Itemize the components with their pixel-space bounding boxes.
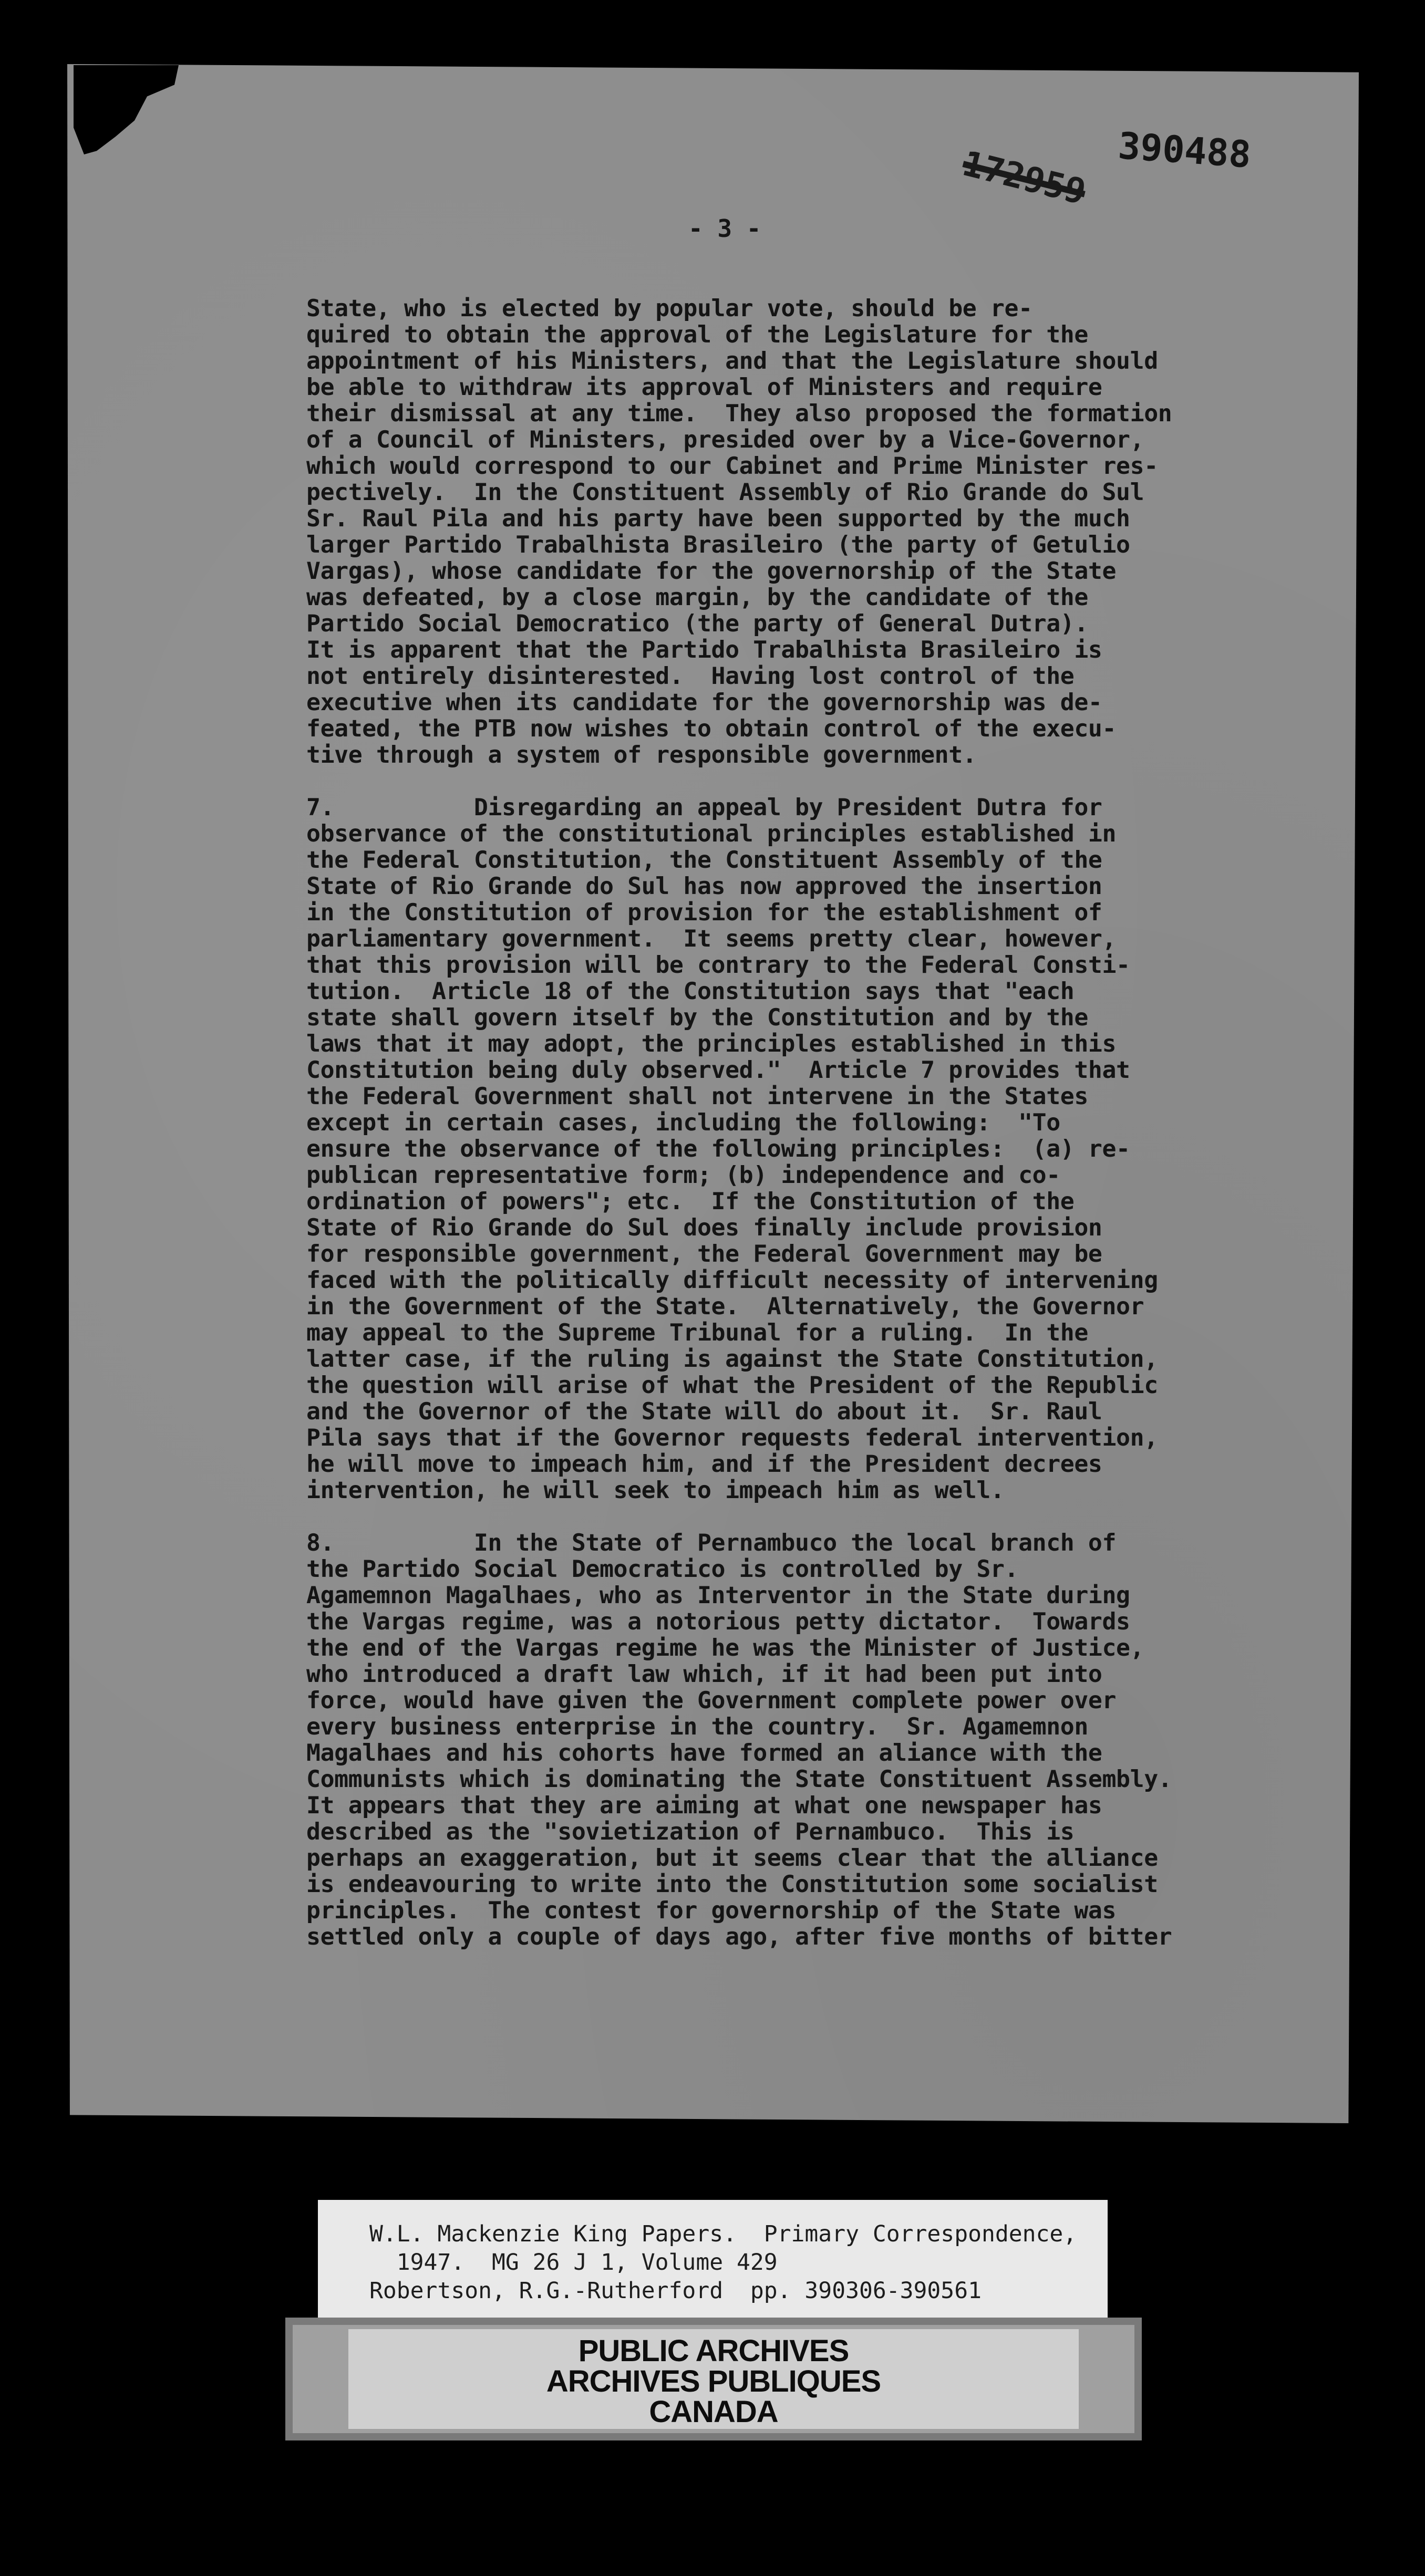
text-line: ensure the observance of the following principles: (a) re- bbox=[306, 1135, 1130, 1162]
text-line: State, who is elected by popular vote, should be re- bbox=[306, 294, 1032, 322]
text-line: State of Rio Grande do Sul has now approved the insertion bbox=[306, 872, 1102, 900]
text-line: larger Partido Trabalhista Brasileiro (the party of Getulio bbox=[306, 531, 1130, 558]
text-line: the Partido Social Democratico is controlled by Sr. bbox=[306, 1555, 1019, 1583]
text-line: State of Rio Grande do Sul does finally include provision bbox=[306, 1213, 1102, 1241]
text-line: intervention, he will seek to impeach him as well. bbox=[306, 1476, 1005, 1504]
text-line: which would correspond to our Cabinet and Prime Minister res- bbox=[306, 452, 1158, 480]
text-line: except in certain cases, including the following: "To bbox=[306, 1108, 1060, 1136]
text-line: Magalhaes and his cohorts have formed an aliance with the bbox=[306, 1739, 1102, 1767]
text-line: tution. Article 18 of the Constitution says that "each bbox=[306, 977, 1075, 1005]
text-line: that this provision will be contrary to the Federal Consti- bbox=[306, 951, 1130, 979]
text-line: the Federal Constitution, the Constituent Assembly of the bbox=[306, 846, 1102, 874]
text-line: 8. In the State of Pernambuco the local branch of bbox=[306, 1529, 1117, 1556]
text-line: latter case, if the ruling is against the State Constitution, bbox=[306, 1345, 1158, 1373]
text-line: publican representative form; (b) independence and co- bbox=[306, 1161, 1060, 1189]
text-line: It is apparent that the Partido Trabalhista Brasileiro is bbox=[306, 636, 1102, 663]
text-line: the Vargas regime, was a notorious petty dictator. Towards bbox=[306, 1607, 1130, 1635]
citation-line-1: W.L. Mackenzie King Papers. Primary Correspondence, bbox=[369, 2221, 1077, 2247]
text-line: for responsible government, the Federal Government may be bbox=[306, 1240, 1102, 1268]
text-line: he will move to impeach him, and if the President decrees bbox=[306, 1450, 1102, 1478]
text-line: described as the "sovietization of Pernambuco. This is bbox=[306, 1817, 1075, 1845]
text-line: ordination of powers"; etc. If the Constitution of the bbox=[306, 1187, 1075, 1215]
citation-line-3: Robertson, R.G.-Rutherford pp. 390306-390561 bbox=[369, 2278, 982, 2304]
text-line: tive through a system of responsible government. bbox=[306, 741, 977, 768]
text-line: principles. The contest for governorship of the State was bbox=[306, 1896, 1117, 1924]
text-line: perhaps an exaggeration, but it seems clear that the alliance bbox=[306, 1844, 1158, 1872]
paragraph-gap bbox=[306, 768, 1336, 794]
struck-number: 172959 bbox=[958, 143, 1090, 213]
text-line: 7. Disregarding an appeal by President Dutra for bbox=[306, 793, 1102, 821]
stamp-number: 390488 bbox=[1117, 124, 1253, 176]
text-line: feated, the PTB now wishes to obtain control of the execu- bbox=[306, 714, 1117, 742]
archive-stamp bbox=[285, 2318, 1142, 2440]
text-line: Vargas), whose candidate for the governorship of the State bbox=[306, 557, 1117, 585]
text-line: parliamentary government. It seems pretty clear, however, bbox=[306, 925, 1117, 952]
text-line: the Federal Government shall not intervene in the States bbox=[306, 1082, 1088, 1110]
text-line: Pila says that if the Governor requests federal intervention, bbox=[306, 1424, 1158, 1451]
text-line: in the Constitution of provision for the establishment of bbox=[306, 898, 1102, 926]
text-line: It appears that they are aiming at what one newspaper has bbox=[306, 1791, 1102, 1819]
text-line: faced with the politically difficult necessity of intervening bbox=[306, 1266, 1158, 1294]
text-line: settled only a couple of days ago, after five months of bitter bbox=[306, 1923, 1172, 1950]
text-line: in the Government of the State. Alternatively, the Governor bbox=[306, 1292, 1144, 1320]
archive-stamp-line-2: ARCHIVES PUBLIQUES bbox=[546, 2364, 881, 2398]
citation-line-2: 1947. MG 26 J 1, Volume 429 bbox=[369, 2249, 778, 2276]
text-line: be able to withdraw its approval of Ministers and require bbox=[306, 373, 1102, 401]
page-number: - 3 - bbox=[688, 214, 761, 243]
text-line: and the Governor of the State will do about it. Sr. Raul bbox=[306, 1397, 1102, 1425]
text-line: state shall govern itself by the Constitution and by the bbox=[306, 1003, 1088, 1031]
paragraph-gap bbox=[306, 1503, 1336, 1530]
text-line: their dismissal at any time. They also proposed the formation bbox=[306, 399, 1172, 427]
text-line: the end of the Vargas regime he was the Minister of Justice, bbox=[306, 1634, 1144, 1661]
document-body bbox=[306, 295, 1336, 1950]
text-line: executive when its candidate for the governorship was de- bbox=[306, 688, 1102, 716]
archive-stamp-line-3: CANADA bbox=[649, 2395, 778, 2429]
text-line: pectively. In the Constituent Assembly of Rio Grande do Sul bbox=[306, 478, 1144, 506]
citation-text bbox=[369, 2220, 1077, 2305]
text-line: force, would have given the Government complete power over bbox=[306, 1686, 1117, 1714]
text-line: observance of the constitutional principles established in bbox=[306, 819, 1117, 847]
text-line: laws that it may adopt, the principles established in this bbox=[306, 1030, 1117, 1057]
text-line: is endeavouring to write into the Constitution some socialist bbox=[306, 1870, 1158, 1898]
text-line: may appeal to the Supreme Tribunal for a ruling. In the bbox=[306, 1318, 1088, 1346]
text-line: Communists which is dominating the State Constituent Assembly. bbox=[306, 1765, 1172, 1793]
text-line: every business enterprise in the country. Sr. Agamemnon bbox=[306, 1712, 1088, 1740]
text-line: Sr. Raul Pila and his party have been supported by the much bbox=[306, 504, 1130, 532]
text-line: Partido Social Democratico (the party of General Dutra). bbox=[306, 609, 1088, 637]
text-line: Agamemnon Magalhaes, who as Interventor in the State during bbox=[306, 1581, 1130, 1609]
text-line: not entirely disinterested. Having lost control of the bbox=[306, 662, 1075, 690]
text-line: appointment of his Ministers, and that the Legislature should bbox=[306, 347, 1158, 375]
text-line: the question will arise of what the President of the Republic bbox=[306, 1371, 1158, 1399]
text-line: who introduced a draft law which, if it had been put into bbox=[306, 1660, 1102, 1688]
text-line: was defeated, by a close margin, by the candidate of the bbox=[306, 583, 1088, 611]
text-line: Constitution being duly observed." Article 7 provides that bbox=[306, 1056, 1130, 1084]
text-line: of a Council of Ministers, presided over by a Vice-Governor, bbox=[306, 425, 1144, 453]
text-line: quired to obtain the approval of the Legislature for the bbox=[306, 320, 1088, 348]
archive-stamp-line-1: PUBLIC ARCHIVES bbox=[578, 2334, 849, 2368]
